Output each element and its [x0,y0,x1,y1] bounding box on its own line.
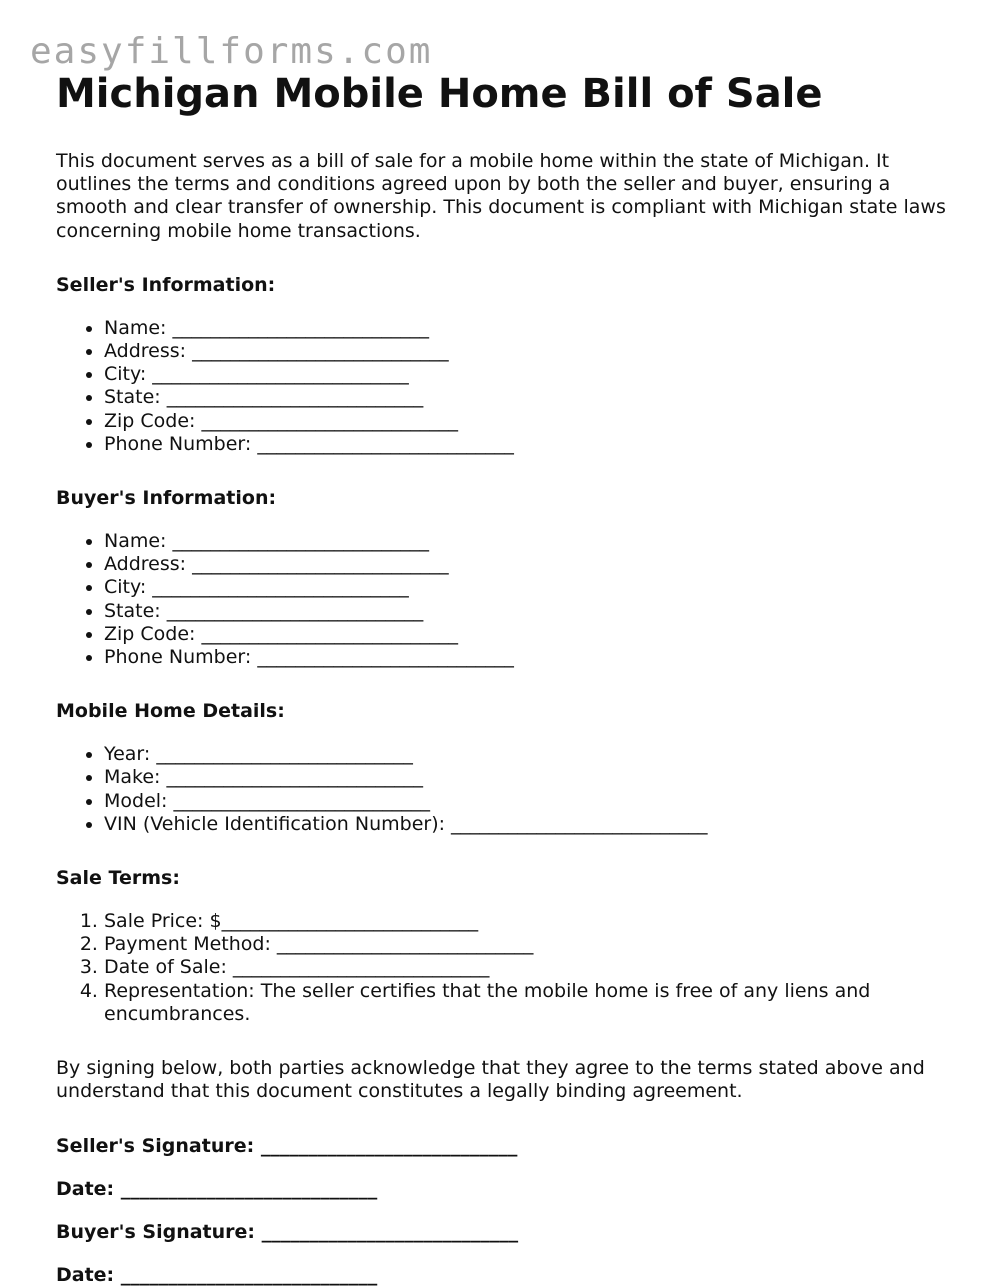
buyer-name-field[interactable]: • Name: ___________________________ [104,530,946,553]
buyer-city-field[interactable]: • City: ___________________________ [104,576,946,599]
sale-terms-heading: Sale Terms: [56,867,180,890]
buyer-heading: Buyer's Information: [56,487,277,510]
date-of-sale-field[interactable]: 3. Date of Sale: ___________________________ [104,956,946,979]
buyer-zip-field[interactable]: • Zip Code: ___________________________ [104,623,946,646]
seller-city-field[interactable]: • City: ___________________________ [104,363,946,386]
home-year-field[interactable]: • Year: ___________________________ [104,743,946,766]
buyer-phone-field[interactable]: • Phone Number: ___________________________ [104,646,946,669]
home-make-field[interactable]: • Make: ___________________________ [104,766,946,789]
seller-fields-list [56,317,946,456]
document-page [56,68,946,1287]
buyer-date-field[interactable]: Date: ___________________________ [56,1264,378,1287]
home-vin-field[interactable]: • VIN (Vehicle Identification Number): ___________________________ [104,813,946,836]
site-watermark: easyfillforms.com [30,31,433,72]
buyer-fields-list [56,530,946,669]
buyer-state-field[interactable]: • State: ___________________________ [104,600,946,623]
payment-method-field[interactable]: 2. Payment Method: ___________________________ [104,933,946,956]
home-model-field[interactable]: • Model: ___________________________ [104,790,946,813]
seller-address-field[interactable]: • Address: ___________________________ [104,340,946,363]
home-details-heading: Mobile Home Details: [56,700,285,723]
seller-signature-field[interactable]: Seller's Signature: ___________________________ [56,1135,518,1158]
seller-heading: Seller's Information: [56,273,276,296]
acknowledgement-paragraph: By signing below, both parties acknowledge that they agree to the terms stated above and understand that this document constitutes a legally binding agreement. [56,1057,925,1103]
seller-date-field[interactable]: Date: ___________________________ [56,1178,378,1201]
seller-name-field[interactable]: • Name: ___________________________ [104,317,946,340]
document-title: Michigan Mobile Home Bill of Sale [56,71,823,117]
home-details-list [56,743,946,836]
buyer-address-field[interactable]: • Address: ___________________________ [104,553,946,576]
seller-zip-field[interactable]: • Zip Code: ___________________________ [104,410,946,433]
buyer-signature-field[interactable]: Buyer's Signature: ___________________________ [56,1221,519,1244]
sale-terms-list [56,910,946,1026]
representation-clause: 4. Representation: The seller certifies that the mobile home is free of any liens and encumbrances. [104,980,946,1026]
intro-paragraph: This document serves as a bill of sale for a mobile home within the state of Michigan. It outlines the terms and conditions agreed upon by both the seller and buyer, ensuring a smooth and clear transfer of ownership. This document is compliant with Michigan state laws concerning mobile home transactions. [56,150,946,242]
seller-phone-field[interactable]: • Phone Number: ___________________________ [104,433,946,456]
seller-state-field[interactable]: • State: ___________________________ [104,386,946,409]
sale-price-field[interactable]: 1. Sale Price: $___________________________ [104,910,946,933]
